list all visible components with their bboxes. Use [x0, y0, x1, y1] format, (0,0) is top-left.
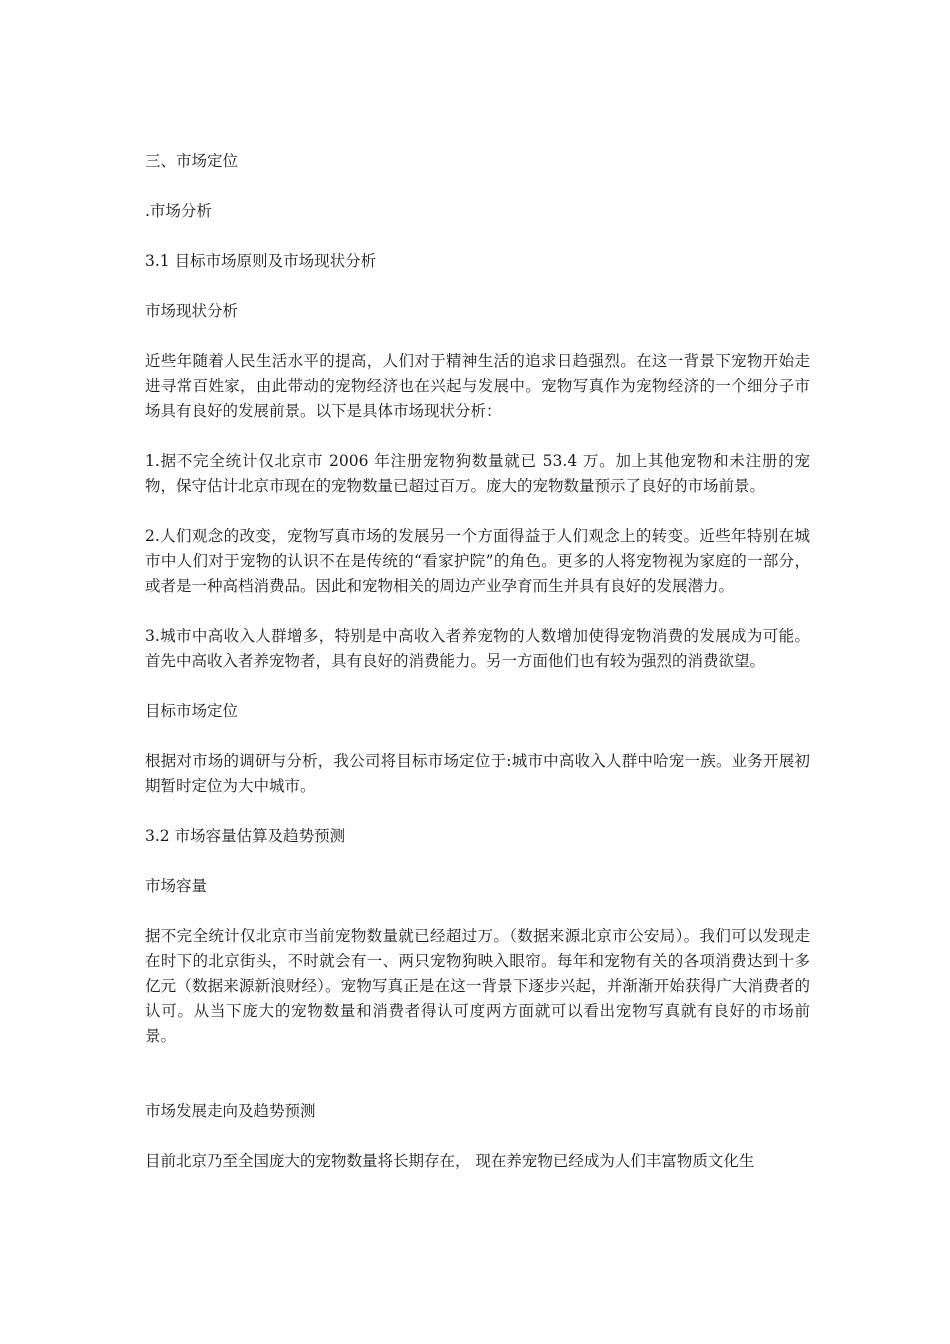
subsection-heading: .市场分析 [145, 202, 212, 220]
body-paragraph: 1.据不完全统计仅北京市 2006 年注册宠物狗数量就已 53.4 万。加上其他宠物和未注册的宠物，保守估计北京市现在的宠物数量已超过百万。庞大的宠物数量预示了良好的市场前景。 [145, 452, 810, 495]
paragraph-heading: 市场现状分析 [145, 302, 239, 320]
body-paragraph: 根据对市场的调研与分析，我公司将目标市场定位于:城市中高收入人群中哈宠一族。业务开展初期暂时定位为大中城市。 [145, 752, 810, 795]
body-paragraph: 3.城市中高收入人群增多，特别是中高收入者养宠物的人数增加使得宠物消费的发展成为可能。首先中高收入者养宠物者，具有良好的消费能力。另一方面他们也有较为强烈的消费欲望。 [145, 627, 810, 670]
subsection-heading: 3.1 目标市场原则及市场现状分析 [145, 252, 377, 270]
subsection-heading: 3.2 市场容量估算及趋势预测 [145, 827, 346, 845]
body-paragraph: 据不完全统计仅北京市当前宠物数量就已经超过万。（数据来源北京市公安局）。我们可以发现走在时下的北京街头，不时就会有一、两只宠物狗映入眼帘。每年和宠物有关的各项消费达到十多亿元（数据来源新浪财经）。宠物写真正是在这一背景下逐步兴起，并渐渐开始获得广大消费者的认可。从当下庞大的宠物数量和消费者得认可度两方面就可以看出宠物写真就有良好的市场前景。 [145, 927, 810, 1045]
body-paragraph: 2.人们观念的改变，宠物写真市场的发展另一个方面得益于人们观念上的转变。近些年特别在城市中人们对于宠物的认识不在是传统的“看家护院”的角色。更多的人将宠物视为家庭的一部分，或者是一种高档消费品。因此和宠物相关的周边产业孕育而生并具有良好的发展潜力。 [145, 527, 810, 595]
document-body [145, 149, 810, 1174]
paragraph-heading: 目标市场定位 [145, 702, 239, 720]
section-heading: 三、市场定位 [145, 152, 239, 170]
body-paragraph: 近些年随着人民生活水平的提高，人们对于精神生活的追求日趋强烈。在这一背景下宠物开始走进寻常百姓家，由此带动的宠物经济也在兴起与发展中。宠物写真作为宠物经济的一个细分子市场具有良好的发展前景。以下是具体市场现状分析： [145, 352, 810, 420]
paragraph-heading: 市场容量 [145, 877, 208, 895]
paragraph-heading: 市场发展走向及趋势预测 [145, 1102, 316, 1120]
body-paragraph: 目前北京乃至全国庞大的宠物数量将长期存在， 现在养宠物已经成为人们丰富物质文化生 [145, 1152, 755, 1170]
